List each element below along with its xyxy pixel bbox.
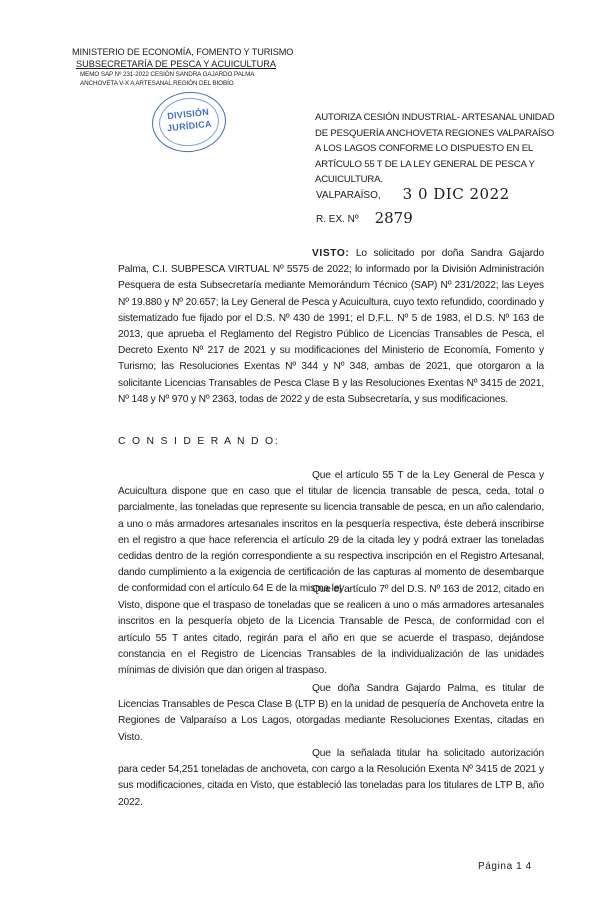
date-stamp: 3 0 DIC 2022	[402, 185, 510, 203]
date-place: VALPARAÍSO,	[316, 190, 381, 201]
rex-label: R. EX. Nº	[316, 214, 359, 225]
paragraph-text: Que el artículo 55 T de la Ley General de Pesca y Acuicultura dispone que en caso que el titular de licencia transable de pesca, ceda, total o parcialmente, las toneladas que represente su licencia transable de pesca, en un año calendario, a uno o más armadores artesanales inscritos en la pesquería respectiva, éste deberá inscribirse en el registro a que hace referencia el artículo 29 de la citada ley y podrá extraer las toneladas cedidas dentro de la región correspondiente a su respectiva inscripción en el Registro Artesanal, dando cumplimiento a la exigencia de certificación de las capturas al momento de desembarque de conformidad con el artículo 64 E de la misma ley.	[118, 470, 544, 595]
paragraph-text: Que doña Sandra Gajardo Palma, es titular de Licencias Transables de Pesca Clase B (LTP B) en la unidad de pesquería de Anchoveta entre la Regiones de Valparaíso a Los Lagos, otorgadas mediante Resoluciones Exentas, citadas en Visto.	[118, 683, 544, 743]
memo-reference: MEMO SAP Nº 231-2022 CESIÓN SANDRA GAJARDO PALMA	[80, 71, 255, 78]
rex-line	[316, 208, 413, 226]
considerando-paragraph-4	[118, 746, 544, 811]
rex-number: 2879	[374, 209, 413, 227]
subsecretaria-name: SUBSECRETARÍA DE PESCA Y ACUICULTURA	[76, 59, 276, 69]
ministry-name: MINISTERIO DE ECONOMÍA, FOMENTO Y TURISMO	[72, 47, 294, 57]
paragraph-text: Que la señalada titular ha solicitado autorización para ceder 54,251 toneladas de anchoveta, con cargo a la Resolución Exenta Nº 3415 de 2021 y sus modificaciones, citada en Visto, que estableció las toneladas para los titulares de LTP B, año 2022.	[118, 748, 544, 808]
page-number: Página 1 4	[478, 861, 532, 872]
letterhead	[72, 46, 312, 88]
considerando-paragraph-1	[118, 468, 544, 598]
resolution-title: AUTORIZA CESIÓN INDUSTRIAL- ARTESANAL UNIDAD DE PESQUERÍA ANCHOVETA REGIONES VALPARAÍSO A LOS LAGOS CONFORME LO DISPUESTO EN EL ARTÍCULO 55 T DE LA LEY GENERAL DE PESCA Y ACUICULTURA.	[315, 112, 555, 185]
visto-label: VISTO:	[312, 248, 350, 259]
date-line	[316, 184, 510, 202]
considerando-heading: C O N S I D E R A N D O:	[118, 436, 280, 447]
stamp-line-1: DIVISIÓN	[166, 106, 210, 122]
paragraph-text: Que el artículo 7º del D.S. Nº 163 de 2012, citado en Visto, dispone que el traspaso de toneladas que se realicen a uno o más armadores artesanales inscritos en la pesquería objeto de la Licencia Transable de Pesca, de conformidad con el artículo 55 T antes citado, regirán para el año en que se acuerde el traspaso, dejándose constancia en el Registro de Licencias Transables de la individualización de las unidades mínimas de división que dan origen al traspaso.	[118, 584, 544, 677]
visto-paragraph	[118, 246, 544, 408]
considerando-paragraph-2	[118, 582, 544, 679]
visto-text: Lo solicitado por doña Sandra Gajardo Palma, C.I. SUBPESCA VIRTUAL Nº 5575 de 2022; lo informado por la División Administración Pesquera de esta Subsecretaría mediante Memorándum Técnico (SAP) Nº 231/2022; las Leyes Nº 19.880 y Nº 20.657; la Ley General de Pesca y Acuicultura, cuyo texto refundido, coordinado y sistematizado fue fijado por el D.S. Nº 430 de 1991; el D.F.L. Nº 5 de 1983, el D.S. Nº 163 de 2013, que aprueba el Reglamento del Registro Público de Licencias Transables de Pesca, el Decreto Exento Nº 217 de 2021 y su modificaciones del Ministerio de Economía, Fomento y Turismo; las Resoluciones Exentas Nº 344 y Nº 348, ambas de 2021, que otorgaron a la solicitante Licencias Transables de Pesca Clase B y las Resoluciones Exentas Nº 3415 de 2021, Nº 148 y Nº 970 y Nº 2363, todas de 2022 y de esta Subsecretaría, y sus modificaciones.	[118, 248, 544, 405]
division-juridica-stamp	[149, 88, 229, 155]
stamp-line-2: JURÍDICA	[166, 118, 213, 134]
memo-reference-2: ANCHOVETA V-X A ARTESANAL REGIÓN DEL BIOBÍO	[80, 80, 234, 87]
considerando-paragraph-3	[118, 681, 544, 746]
